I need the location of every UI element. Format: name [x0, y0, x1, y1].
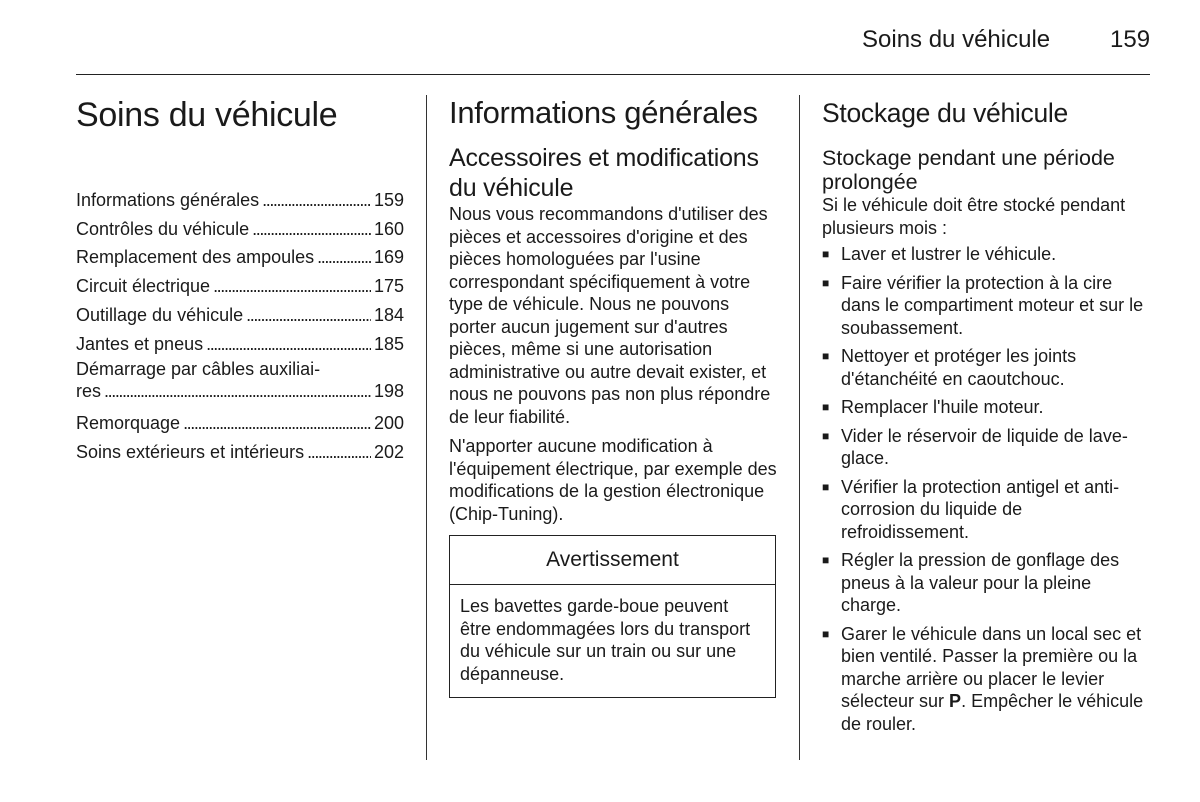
storage-checklist: [822, 243, 1152, 735]
toc-entry-page: 160: [373, 218, 404, 239]
list-item-text: Nettoyer et protéger les joints d'étanchéité en caoutchouc.: [841, 346, 1077, 389]
warning-text: Les bavettes garde-boue peuvent être endommagées lors du transport du véhicule sur un train ou sur une dépanneuse.: [460, 596, 751, 684]
toc-entry[interactable]: [76, 186, 404, 215]
toc-entry[interactable]: [76, 438, 404, 467]
toc-leader-dots: [307, 438, 371, 467]
toc-leader-dots: [213, 272, 371, 301]
toc-entry-label-line2: res: [76, 381, 102, 402]
toc-leader-dots: [262, 186, 371, 215]
toc-entry[interactable]: [76, 243, 404, 272]
toc-entry-label: Outillage du véhicule: [76, 304, 244, 325]
column-divider-2: [799, 95, 800, 760]
section-title: Stockage du véhicule: [822, 98, 1068, 128]
header-rule: [76, 74, 1150, 75]
toc-leader-dots: [183, 409, 371, 438]
toc-leader-dots: [246, 301, 371, 330]
table-of-contents: [76, 186, 404, 466]
toc-entry-label: Jantes et pneus: [76, 333, 204, 354]
list-item: [822, 345, 1152, 390]
toc-entry-page: 198: [373, 381, 404, 402]
gear-selector-p: P: [949, 691, 962, 711]
list-item: [822, 243, 1152, 266]
toc-entry[interactable]: [76, 358, 404, 402]
list-item-text: Régler la pression de gonflage des pneus à la valeur pour la pleine charge.: [841, 550, 1120, 615]
toc-entry-page: 202: [373, 441, 404, 462]
subsection-title: Stockage pendant une période prolongée: [822, 146, 1115, 194]
list-item: [822, 476, 1152, 544]
toc-entry-label: Informations générales: [76, 190, 260, 210]
list-item-text: Faire vérifier la protection à la cire dans le compartiment moteur et sur le soubassement.: [841, 272, 1144, 338]
column-general-information: [449, 92, 777, 698]
list-item-text: Vider le réservoir de liquide de lave-glace.: [841, 425, 1128, 468]
toc-entry-page: 185: [373, 333, 404, 354]
list-item-text: Vérifier la protection antigel et anti-corrosion du liquide de refroidissement.: [841, 476, 1120, 542]
warning-box: [449, 535, 776, 698]
toc-entry-label-line1: Démarrage par câbles auxiliai-: [76, 359, 321, 380]
toc-leader-dots: [104, 380, 371, 402]
toc-entry[interactable]: [76, 301, 404, 330]
list-item: [822, 623, 1152, 736]
square-bullet-icon: ■: [822, 428, 830, 443]
list-item: [822, 272, 1152, 340]
toc-entry[interactable]: [76, 330, 404, 359]
toc-entry-page: 184: [373, 304, 404, 325]
toc-entry-label: Remorquage: [76, 412, 181, 433]
toc-leader-dots: [252, 215, 371, 244]
square-bullet-icon: ■: [822, 626, 830, 641]
column-vehicle-storage: [822, 92, 1152, 741]
intro-paragraph: Si le véhicule doit être stocké pendant plusieurs mois :: [822, 195, 1126, 238]
list-item: [822, 425, 1152, 470]
square-bullet-icon: ■: [822, 247, 830, 261]
subsection-title: Accessoires et modifications du véhicule: [449, 144, 759, 202]
toc-entry-label: Contrôles du véhicule: [76, 218, 250, 239]
chapter-title: Soins du véhicule: [76, 96, 338, 134]
list-item-text-part: . Empêcher le véhicule de rouler.: [841, 691, 1144, 734]
square-bullet-icon: ■: [822, 479, 830, 494]
square-bullet-icon: ■: [822, 400, 830, 414]
list-item: [822, 396, 1152, 419]
toc-leader-dots: [317, 243, 371, 272]
toc-entry-page: 159: [373, 190, 404, 210]
list-item-text: Laver et lustrer le véhicule.: [841, 244, 1057, 264]
toc-entry[interactable]: [76, 215, 404, 244]
toc-entry-page: 175: [373, 276, 404, 297]
list-item-text: Remplacer l'huile moteur.: [841, 397, 1044, 417]
list-item: [822, 549, 1152, 617]
running-header-title: Soins du véhicule: [862, 26, 1051, 53]
column-chapter-contents: [76, 92, 404, 466]
toc-entry-label: Soins extérieurs et intérieurs: [76, 441, 305, 462]
warning-title: Avertissement: [450, 536, 775, 585]
square-bullet-icon: ■: [822, 553, 830, 567]
toc-entry[interactable]: [76, 409, 404, 438]
toc-entry-label: Remplacement des ampoules: [76, 247, 315, 268]
toc-entry-page: 200: [373, 412, 404, 433]
toc-entry-page: 169: [373, 247, 404, 268]
page-number: 159: [1110, 26, 1151, 53]
section-title: Informations générales: [449, 95, 758, 130]
column-divider-1: [426, 95, 427, 760]
body-paragraph: Nous vous recommandons d'utiliser des pièces et accessoires d'origine et des pièces homologuées par l'usine correspondant spécifiquement à votre type de véhicule. Nous ne pouvons porter aucun jugement sur d'autres pièces, même si une autorisation administrative ou autre devait exister, et nous ne pouvons pas non plus répondre de leur fiabilité.: [449, 204, 771, 427]
toc-entry-label: Circuit électrique: [76, 276, 211, 297]
square-bullet-icon: ■: [822, 275, 830, 290]
list-item-text-part: Garer le véhicule dans un local sec et bien ventilé. Passer la première ou la marche arrière ou placer le levier sélecteur sur: [841, 623, 1142, 711]
body-paragraph: N'apporter aucune modification à l'équipement électrique, par exemple des modifications de la gestion électronique (Chip-Tuning).: [449, 436, 777, 524]
toc-leader-dots: [206, 330, 371, 359]
toc-entry[interactable]: [76, 272, 404, 301]
list-item-text: [841, 623, 1152, 736]
square-bullet-icon: ■: [822, 349, 830, 363]
